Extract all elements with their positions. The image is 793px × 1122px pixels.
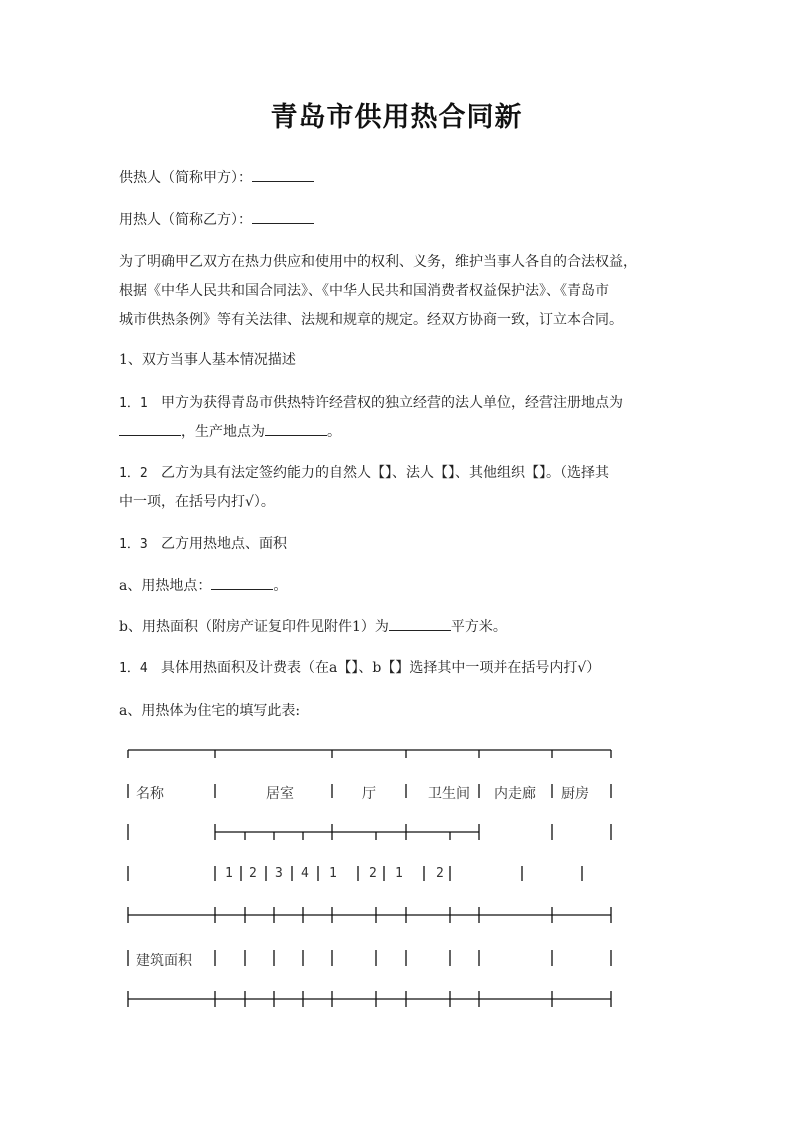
party-a-label: 供热人（简称甲方）： bbox=[119, 170, 252, 186]
clause-1-4-number: 1．4 bbox=[119, 661, 148, 676]
clause-1-2-text: 乙方为具有法定签约能力的自然人【】、法人【】、其他组织【】。（选择其 bbox=[161, 465, 610, 481]
clause-1-4-text: 具体用热面积及计费表（在a【】、b【】选择其中一项并在括号内打√） bbox=[161, 660, 601, 676]
bedroom-sub-4: 4 bbox=[301, 866, 309, 881]
table-header-name: 名称 bbox=[136, 786, 164, 802]
table-header-hall: 厅 bbox=[362, 786, 376, 802]
clause-1-3-number: 1．3 bbox=[119, 537, 148, 552]
clause-1-1-end: 。 bbox=[327, 424, 341, 440]
item-a-suffix: 。 bbox=[273, 578, 288, 594]
table-header-bedroom: 居室 bbox=[266, 786, 294, 802]
item-b-prefix: b、用热面积（附房产证复印件见附件1）为 bbox=[119, 619, 389, 635]
item-a-prefix: a、用热地点： bbox=[119, 578, 212, 594]
table-intro: a、用热体为住宅的填写此表: bbox=[119, 703, 301, 719]
clause-1-2-line-2: 中一项，在括号内打√）。 bbox=[119, 494, 275, 510]
preamble-line-3: 城市供热条例》等有关法律、法规和规章的规定。经双方协商一致，订立本合同。 bbox=[119, 312, 623, 328]
document-title: 青岛市供用热合同新 bbox=[270, 102, 523, 133]
clause-1-1-number: 1．1 bbox=[119, 396, 148, 411]
bathroom-sub-1: 1 bbox=[395, 866, 403, 881]
party-b-label: 用热人（简称乙方）： bbox=[119, 212, 252, 228]
table-header-corridor: 内走廊 bbox=[494, 786, 536, 802]
hall-sub-1: 1 bbox=[329, 866, 337, 881]
bedroom-sub-2: 2 bbox=[249, 866, 257, 881]
preamble-line-1: 为了明确甲乙双方在热力供应和使用中的权利、义务，维护当事人各自的合法权益， bbox=[119, 254, 637, 270]
section-1-heading: 1、双方当事人基本情况描述 bbox=[119, 352, 296, 368]
item-b-suffix: 平方米。 bbox=[450, 619, 507, 635]
table-header-bathroom: 卫生间 bbox=[428, 786, 470, 802]
bedroom-sub-3: 3 bbox=[275, 866, 283, 881]
bedroom-sub-1: 1 bbox=[225, 866, 233, 881]
hall-sub-2: 2 bbox=[369, 866, 377, 881]
clause-1-1-mid: ，生产地点为 bbox=[181, 424, 265, 440]
clause-1-1-text: 甲方为获得青岛市供热特许经营权的独立经营的法人单位，经营注册地点为 bbox=[161, 395, 624, 411]
table-header-kitchen: 厨房 bbox=[561, 786, 589, 802]
table-row-label-building-area: 建筑面积 bbox=[136, 953, 192, 969]
bathroom-sub-2: 2 bbox=[436, 866, 444, 881]
preamble-line-2: 根据《中华人民共和国合同法》、《中华人民共和国消费者权益保护法》、《青岛市 bbox=[119, 283, 609, 299]
clause-1-2-number: 1．2 bbox=[119, 466, 148, 481]
clause-1-3-text: 乙方用热地点、面积 bbox=[161, 536, 288, 552]
